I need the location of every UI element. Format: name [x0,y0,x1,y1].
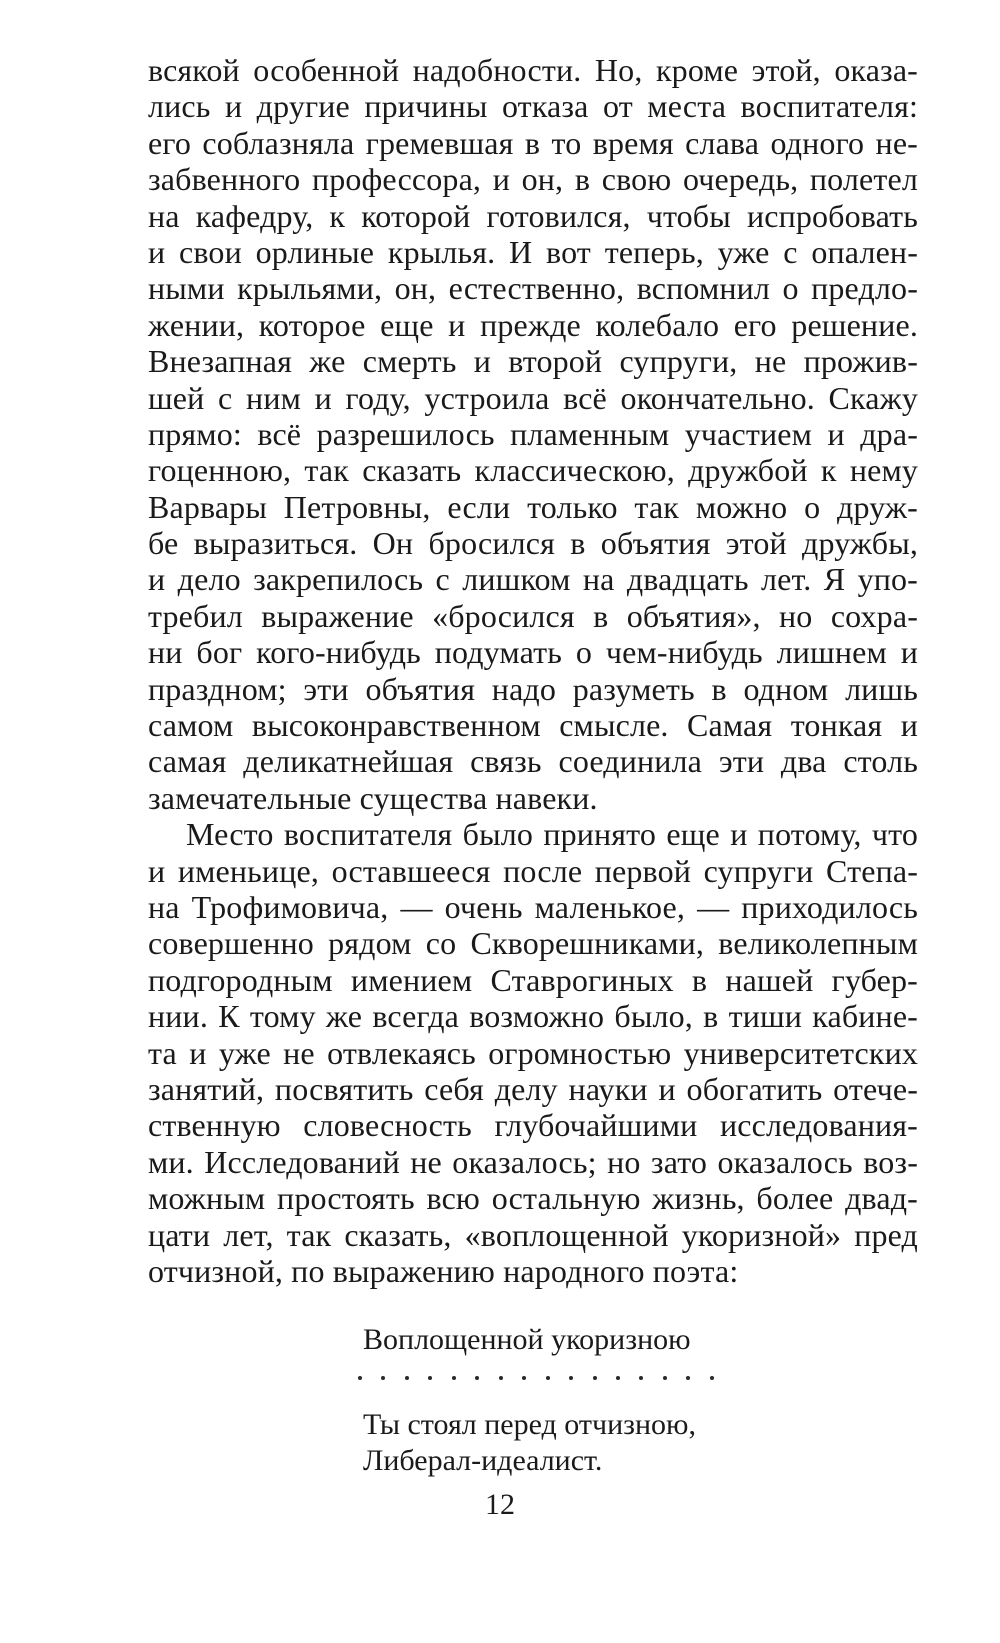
text-line: ными крыльями, он, естественно, вспомнил о предло- [148,270,918,307]
ellipsis-dot [546,1376,550,1380]
ellipsis-dot [405,1376,409,1380]
text-line: Место воспитателя было принято еще и потому, что [186,816,918,853]
text-line: та и уже не отвлекаясь огромностью университетских [148,1034,918,1071]
main-text [148,52,918,1289]
ellipsis-dot [475,1376,479,1380]
paragraph-1 [148,52,918,816]
verse-omission-dots [358,1366,714,1390]
text-line: самая деликатнейшая связь соединила эти два столь [148,743,918,780]
ellipsis-dot [569,1376,573,1380]
verse-line: Воплощенной укоризною [363,1323,691,1356]
text-line: занятий, посвятить себя делу науки и обогатить отече- [148,1070,918,1107]
text-line: лись и другие причины отказа от места воспитателя: [148,88,918,125]
text-line: отчизной, по выражению народного поэта: [148,1252,739,1289]
ellipsis-dot [358,1376,362,1380]
ellipsis-dot [686,1376,690,1380]
text-line: подгородным имением Ставрогиных в нашей губер- [148,961,918,998]
ellipsis-dot [381,1376,385,1380]
text-line: совершенно рядом со Скворешниками, великолепным [148,925,918,962]
text-line: жении, которое еще и прежде колебало его решение. [148,306,918,343]
ellipsis-dot [428,1376,432,1380]
text-line: на кафедру, к которой готовился, чтобы испробовать [148,197,918,234]
ellipsis-dot [499,1376,503,1380]
ellipsis-dot [522,1376,526,1380]
text-line: гоценною, так сказать классическою, дружбой к нему [148,452,918,489]
text-line: бе выразиться. Он бросился в объятия этой дружбы, [148,525,918,562]
verse-line: Ты стоял перед отчизною, [363,1408,696,1441]
verse-quote-top [363,1322,763,1358]
text-line: забвенного профессора, и он, в свою очередь, полетел [148,161,918,198]
ellipsis-dot [616,1376,620,1380]
text-line: и именьице, оставшееся после первой супруги Степа- [148,852,918,889]
text-line: всякой особенной надобности. Но, кроме этой, оказа- [148,52,918,88]
text-line: самом высоконравственном смысле. Самая тонкая и [148,707,918,744]
paragraph-2 [148,816,918,1289]
text-line: замечательные существа навеки. [148,779,598,816]
verse-quote-bottom [363,1407,763,1479]
text-line: цати лет, так сказать, «воплощенной укоризной» пред [148,1216,918,1253]
text-line: Варвары Петровны, если только так можно о друж- [148,488,918,525]
ellipsis-dot [710,1376,714,1380]
text-line: праздном; эти объятия надо разуметь в одном лишь [148,670,918,707]
text-line: ми. Исследований не оказалось; но зато оказалось воз- [148,1143,918,1180]
text-line: шей с ним и году, устроила всё окончательно. Скажу [148,379,918,416]
text-line: и свои орлиные крылья. И вот теперь, уже с опален- [148,233,918,270]
text-line: Внезапная же смерть и второй супруги, не прожив- [148,343,918,380]
text-line: и дело закрепилось с лишком на двадцать лет. Я упо- [148,561,918,598]
text-line: нии. К тому же всегда возможно было, в тиши кабине- [148,998,918,1035]
text-line: можным простоять всю остальную жизнь, более двад- [148,1180,918,1217]
ellipsis-dot [639,1376,643,1380]
text-line: требил выражение «бросился в объятия», но сохра- [148,597,918,634]
verse-line: Либерал-идеалист. [363,1444,603,1477]
ellipsis-dot [452,1376,456,1380]
page-number: 12 [485,1488,515,1521]
text-line: его соблазняла гремевшая в то время слава одного не- [148,124,918,161]
text-line: на Трофимовича, — очень маленькое, — приходилось [148,888,918,925]
text-line: прямо: всё разрешилось пламенным участием и дра- [148,415,918,452]
text-line: ни бог кого-нибудь подумать о чем-нибудь лишнем и [148,634,918,671]
ellipsis-dot [663,1376,667,1380]
ellipsis-dot [593,1376,597,1380]
text-line: ственную словесность глубочайшими исследования- [148,1107,918,1144]
